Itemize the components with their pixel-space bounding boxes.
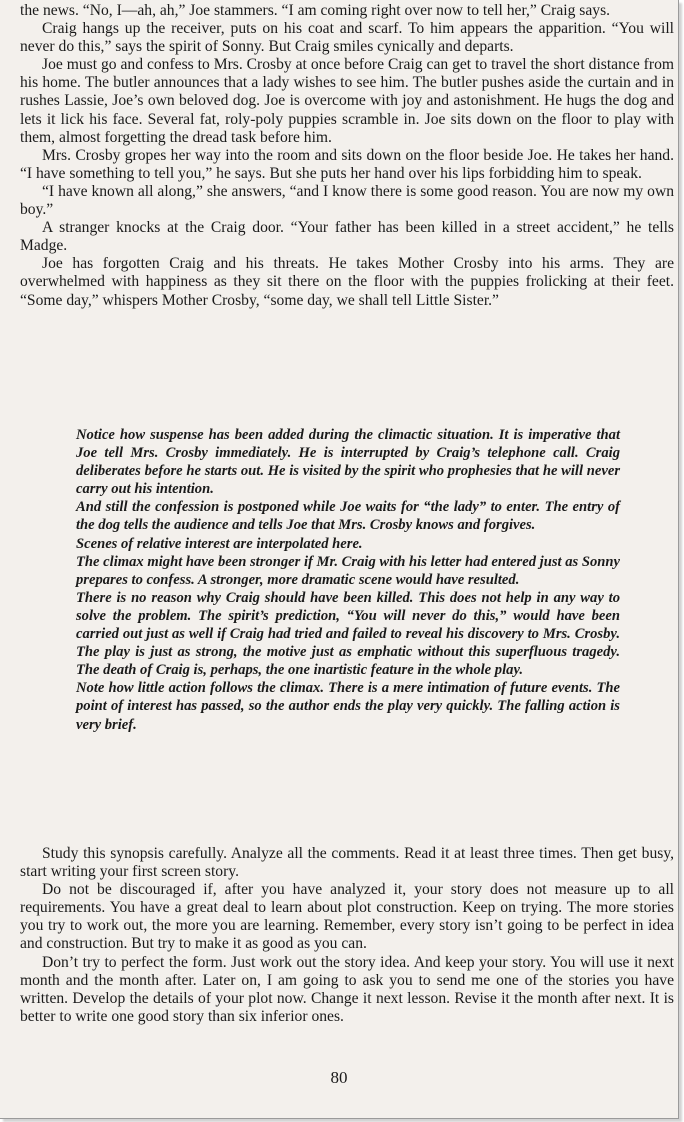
paragraph: Do not be discouraged if, after you have analyzed it, your story does not measure up to all requirements. You have a great deal to learn about plot construction. Keep on trying. The more stories you try to work out, the more you are learning. Remember, every story isn’t going to be perfect in idea and construction. But try to make it as good as you can. xyxy=(20,881,674,953)
comment-paragraph: Notice how suspense has been added during the climactic situation. It is imperative that Joe tell Mrs. Crosby immediately. He is interrupted by Craig’s telephone call. Craig deliberates before he starts out. He is visited by the spirit who prophesies that he will never carry out his intention. xyxy=(76,427,620,498)
page-number: 80 xyxy=(330,1068,348,1087)
paragraph: A stranger knocks at the Craig door. “Your father has been killed in a street accident,” he tells Madge. xyxy=(20,219,674,255)
commentary-block xyxy=(76,426,620,734)
advice-section xyxy=(20,845,674,1026)
paragraph: Mrs. Crosby gropes her way into the room and sits down on the floor beside Joe. He takes her hand. “I have something to tell you,” he says. But she puts her hand over his lips forbidding him to speak. xyxy=(20,146,674,182)
paragraph: the news. “No, I—ah, ah,” Joe stammers. “I am coming right over now to tell her,” Craig says. xyxy=(20,2,611,19)
comment-paragraph: There is no reason why Craig should have been killed. This does not help in any way to solve the problem. The spirit’s prediction, “You will never do this,” would have been carried out just as well if Craig had tried and failed to reveal his discovery to Mrs. Crosby. The play is just as strong, the motive just as emphatic without this superfluous tragedy. The death of Craig is, perhaps, the one inartistic feature in the whole play. xyxy=(76,589,620,679)
story-synopsis xyxy=(20,2,674,310)
paragraph: Don’t try to perfect the form. Just work out the story idea. And keep your story. You will use it next month and the month after. Later on, I am going to ask you to send me one of the stories you have written. Develop the details of your plot now. Change it next lesson. Revise it the month after next. It is better to write one good story than six inferior ones. xyxy=(20,953,674,1025)
comment-paragraph: And still the confession is postponed while Joe waits for “the lady” to enter. The entry of the dog tells the audience and tells Joe that Mrs. Crosby knows and forgives. xyxy=(76,499,620,534)
comment-paragraph: Scenes of relative interest are interpolated here. xyxy=(76,535,363,552)
paragraph: “I have known all along,” she answers, “and I know there is some good reason. You are now my own boy.” xyxy=(20,182,674,219)
paragraph: Study this synopsis carefully. Analyze all the comments. Read it at least three times. Then get busy, start writing your first screen story. xyxy=(20,845,674,881)
paragraph: Craig hangs up the receiver, puts on his coat and scarf. To him appears the apparition. “You will never do this,” says the spirit of Sonny. But Craig smiles cynically and departs. xyxy=(20,20,674,56)
comment-paragraph: Note how little action follows the climax. There is a mere intimation of future events. The point of interest has passed, so the author ends the play very quickly. The falling action is very brief. xyxy=(76,680,620,733)
paragraph: Joe must go and confess to Mrs. Crosby at once before Craig can get to travel the short distance from his home. The butler announces that a lady wishes to see him. The butler pushes aside the curtain and in rushes Lassie, Joe’s own beloved dog. Joe is overcome with joy and astonishment. He hugs the dog and lets it lick his face. Several fat, roly-poly puppies scramble in. Joe sits down on the floor to play with them, almost forgetting the dread task before him. xyxy=(20,56,674,146)
paragraph: Joe has forgotten Craig and his threats. He takes Mother Crosby into his arms. They are overwhelmed with happiness as they sit there on the floor with the puppies frolicking at their feet. “Some day,” whispers Mother Crosby, “some day, we shall tell Little Sister.” xyxy=(20,255,674,309)
comment-paragraph: The climax might have been stronger if Mr. Craig with his letter had entered just as Sonny prepares to confess. A stronger, more dramatic scene would have resulted. xyxy=(76,553,620,588)
